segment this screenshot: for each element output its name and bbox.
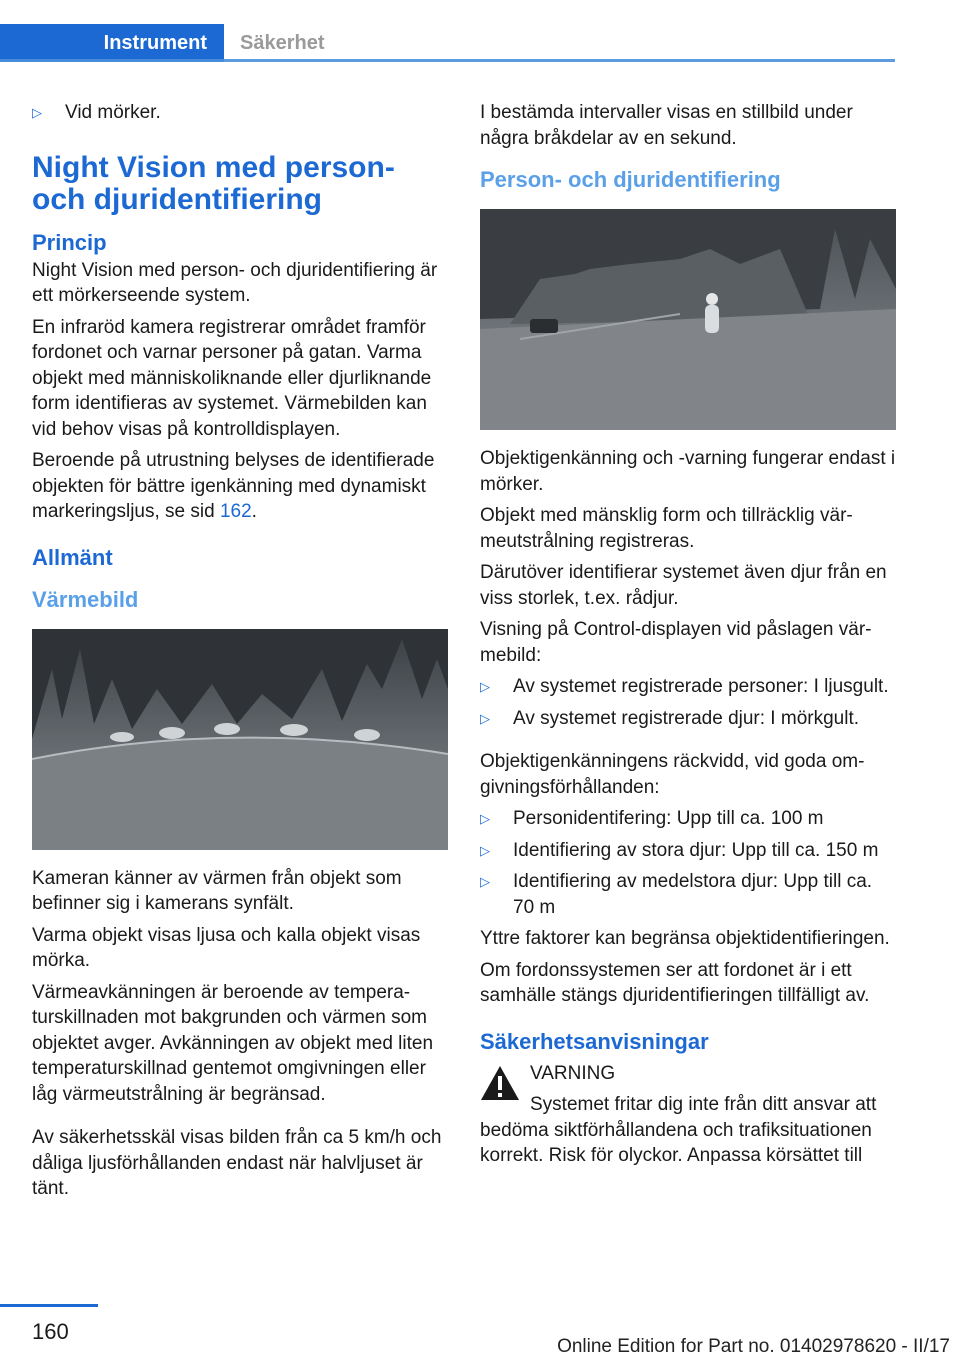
list-item: ▷ Av systemet registrerade personer: I ljusgult. <box>480 674 896 700</box>
triangle-bullet-icon: ▷ <box>480 842 490 858</box>
paragraph: En infraröd kamera registrerar området framför fordonet och varnar personer på gatan. Varma objekt med människoliknande eller djurliknande form identifieras av systemet. Värmebilden kan vid behov visas på kontrolldisplayen. <box>32 316 432 440</box>
list-item: ▷ Identifiering av stora djur: Upp till ca. 150 m <box>480 838 896 864</box>
paragraph: Yttre faktorer kan begränsa objektidentifieringen. <box>480 928 890 949</box>
paragraph: Av säkerhetsskäl visas bilden från ca 5 km/h och dåliga ljusförhållanden endast när halvljuset är tänt. <box>32 1127 442 1199</box>
paragraph: Kameran känner av värmen från objekt som befinner sig i kamerans synfält. <box>32 867 402 914</box>
list-item: ▷ Av systemet registrerade djur: I mörkgult. <box>480 706 896 732</box>
right-column <box>480 100 896 1169</box>
triangle-bullet-icon: ▷ <box>480 811 490 826</box>
paragraph: Objektigenkänningens räckvidd, vid goda omgivningsförhållanden: <box>480 751 865 798</box>
left-column <box>32 100 448 1208</box>
list-item: ▷ Personidentifering: Upp till ca. 100 m <box>480 806 896 832</box>
paragraph: Om fordonssystemen ser att fordonet är i ett samhälle stängs djuridentifieringen tillfälligt av. <box>480 959 870 1006</box>
paragraph: Night Vision med person- och djuridentifiering är ett mörkerseende system. <box>32 259 438 306</box>
warning-triangle-icon <box>480 1065 520 1101</box>
list-item: ▷ Vid mörker. <box>32 100 448 126</box>
page-number: 160 <box>32 1319 69 1344</box>
paragraph: Värmeavkänningen är beroende av temperaturskillnaden mot bakgrunden och värmen som objektet avger. Avkänningen av objekt med liten temperaturskillnad gentemot omgivningen eller låg värmeutstrålning är begränsad. <box>32 981 434 1105</box>
tab-instrument[interactable]: Instrument <box>0 24 224 62</box>
thermal-image-pedestrian <box>480 209 896 430</box>
header-bar <box>0 0 895 62</box>
heading-sakerhetsanvisningar: Säkerhetsanvisningar <box>480 1028 709 1054</box>
list-item: ▷ Identifiering av medelstora djur: Upp till ca. 70 m <box>480 869 896 920</box>
page-reference-link[interactable]: 162 <box>219 501 252 522</box>
triangle-bullet-icon: ▷ <box>480 874 490 889</box>
triangle-bullet-icon: ▷ <box>480 710 490 726</box>
heading-person-djur: Person- och djuridentifiering <box>480 167 781 192</box>
header-divider <box>0 59 895 62</box>
paragraph: Objektigenkänning och -varning fungerar endast i mörker. <box>480 448 896 495</box>
footer <box>0 1303 960 1362</box>
warning-title: VARNING <box>530 1062 616 1084</box>
paragraph: Visning på Control-displayen vid påslagen värmebild: <box>480 619 872 666</box>
footer-accent-line <box>0 1304 98 1307</box>
warning-block <box>480 1061 896 1169</box>
triangle-bullet-icon: ▷ <box>480 679 490 694</box>
paragraph: Därutöver identifierar systemet även djur från en viss storlek, t.ex. rådjur. <box>480 562 887 609</box>
heading-allmant: Allmänt <box>32 544 113 570</box>
paragraph: I bestämda intervaller visas en stillbild under några bråkdelar av en sekund. <box>480 102 853 149</box>
paragraph: Varma objekt visas ljusa och kalla objekt visas mörka. <box>32 924 421 971</box>
tab-sakerhet[interactable]: Säkerhet <box>240 31 325 54</box>
edition-text: Online Edition for Part no. 01402978620 - II/17 <box>557 1336 950 1357</box>
heading-varmebild: Värmebild <box>32 586 139 612</box>
section-title: Night Vision med person- och djuridentifiering <box>32 150 395 216</box>
paragraph: Objekt med mänsklig form och tillräcklig värmeutstrålning registreras. <box>480 505 853 552</box>
thermal-image-animals <box>32 629 448 850</box>
heading-princip: Princip <box>32 229 107 255</box>
warning-text: Systemet fritar dig inte från ditt ansvar att bedöma siktförhållandena och trafiksituationen korrekt. Risk för olyckor. Anpassa körsättet till <box>480 1094 877 1166</box>
paragraph: Beroende på utrustning belyses de identifierade objekten för bättre igenkänning med dynamiskt markeringsljus, se sid 162. <box>32 450 435 522</box>
triangle-bullet-icon: ▷ <box>32 105 42 120</box>
